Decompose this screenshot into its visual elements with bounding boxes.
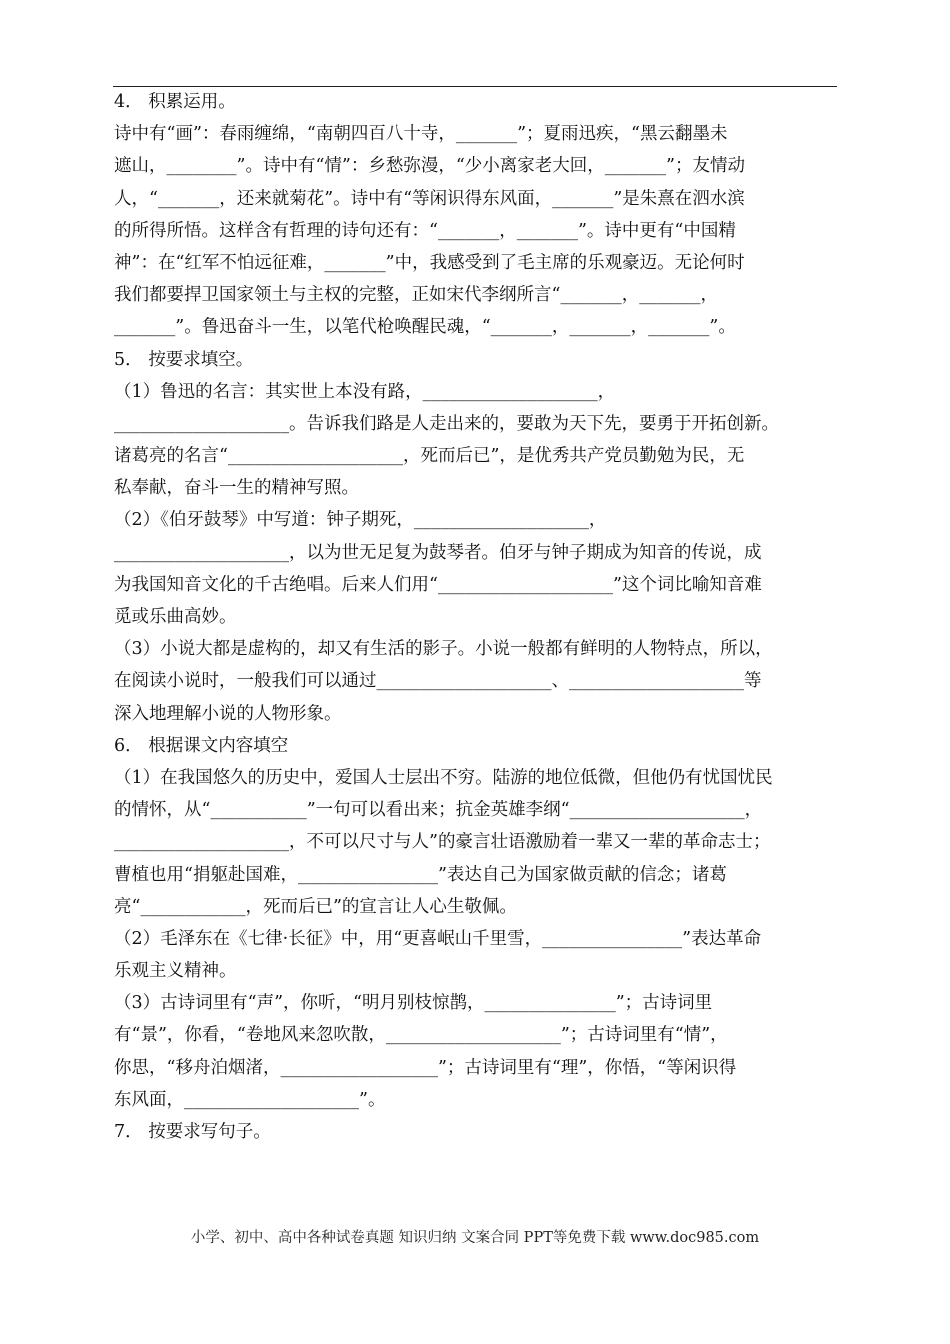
text-line: 东风面，____________________”。 xyxy=(114,1089,386,1110)
text-line: （1）鲁迅的名言：其实世上本没有路，____________________， xyxy=(114,381,616,402)
document-body xyxy=(114,86,836,1148)
text-line: 神”：在“红军不怕远征难，_______”中，我感受到了毛主席的乐观豪迈。无论何时 xyxy=(114,252,745,273)
text-line: 我们都要捍卫国家领土与主权的完整，正如宋代李纲所言“_______，_______， xyxy=(114,285,718,306)
text-line: 诗中有“画”：春雨缠绵，“南朝四百八十寺，_______”；夏雨迅疾，“黑云翻墨未 xyxy=(114,124,728,145)
text-line: 曹植也用“捐躯赴国难，________________”表达自己为国家做贡献的信念；诸葛 xyxy=(114,864,727,885)
text-line: （2）《伯牙鼓琴》中写道：钟子期死，____________________， xyxy=(114,510,607,531)
question-6-heading: 6． 根据课文内容填空 xyxy=(114,735,289,756)
text-line: （3）小说大都是虚构的，却又有生活的影子。小说一般都有鲜明的人物特点，所以， xyxy=(114,639,773,660)
text-line: 为我国知音文化的千古绝唱。后来人们用“____________________”这个词比喻知音难 xyxy=(114,574,762,595)
question-5-heading: 5． 按要求填空。 xyxy=(114,349,254,370)
text-line: 你思，“移舟泊烟渚，__________________”；古诗词里有“理”，你悟，“等闲识得 xyxy=(114,1057,737,1078)
text-line: 私奉献，奋斗一生的精神写照。 xyxy=(114,478,359,499)
text-line: 的所得所悟。这样含有哲理的诗句还有：“_______，_______”。诗中更有“中国精 xyxy=(114,220,736,241)
text-line: ____________________，以为世无足复为鼓琴者。伯牙与钟子期成为知音的传说，成 xyxy=(114,542,762,563)
text-line: （2）毛泽东在《七律·长征》中，用“更喜岷山千里雪，________________”表达革命 xyxy=(114,928,762,949)
text-line: 有“景”，你看，“卷地风来忽吹散，____________________”；古诗词里有“情”， xyxy=(114,1025,728,1046)
page-footer: 小学、初中、高中各种试卷真题 知识归纳 文案合同 PPT等免费下载 www.doc985.com xyxy=(190,1230,760,1246)
text-line: _______”。鲁迅奋斗一生，以笔代枪唤醒民魂，“_______，_______，_______”。 xyxy=(114,317,736,338)
text-line: （1）在我国悠久的历史中，爱国人士层出不穷。陆游的地位低微，但他仍有忧国忧民 xyxy=(114,767,773,788)
text-line: 亮“____________，死而后已”的宣言让人心生敬佩。 xyxy=(114,896,517,917)
text-line: ____________________，不可以尺寸与人”的豪言壮语激励着一辈又一辈的革命志士； xyxy=(114,832,771,853)
text-line: （3）古诗词里有“声”，你听，“明月别枝惊鹊，_______________”；古诗词里 xyxy=(114,993,713,1014)
text-line: 在阅读小说时，一般我们可以通过____________________、____________________等 xyxy=(114,671,762,692)
question-7-heading: 7． 按要求写句子。 xyxy=(114,1122,271,1142)
text-line: 的情怀，从“___________”一句可以看出来；抗金英雄李纲“____________________， xyxy=(114,800,763,821)
text-line: 遮山，________”。诗中有“情”：乡愁弥漫，“少小离家老大回，_______”；友情动 xyxy=(114,156,745,177)
text-line: 觅或乐曲高妙。 xyxy=(114,607,237,627)
text-line: ____________________。告诉我们路是人走出来的，要敢为天下先，要勇于开拓创新。 xyxy=(114,413,779,434)
text-line: 乐观主义精神。 xyxy=(114,961,237,982)
text-line: 诸葛亮的名言“____________________，死而后已”，是优秀共产党员勤勉为民，无 xyxy=(114,446,745,467)
text-line: 深入地理解小说的人物形象。 xyxy=(114,703,342,724)
question-4-heading: 4． 积累运用。 xyxy=(114,92,236,112)
text-line: 人，“_______，还来就菊花”。诗中有“等闲识得东风面，_______”是朱熹在泗水滨 xyxy=(114,188,745,209)
